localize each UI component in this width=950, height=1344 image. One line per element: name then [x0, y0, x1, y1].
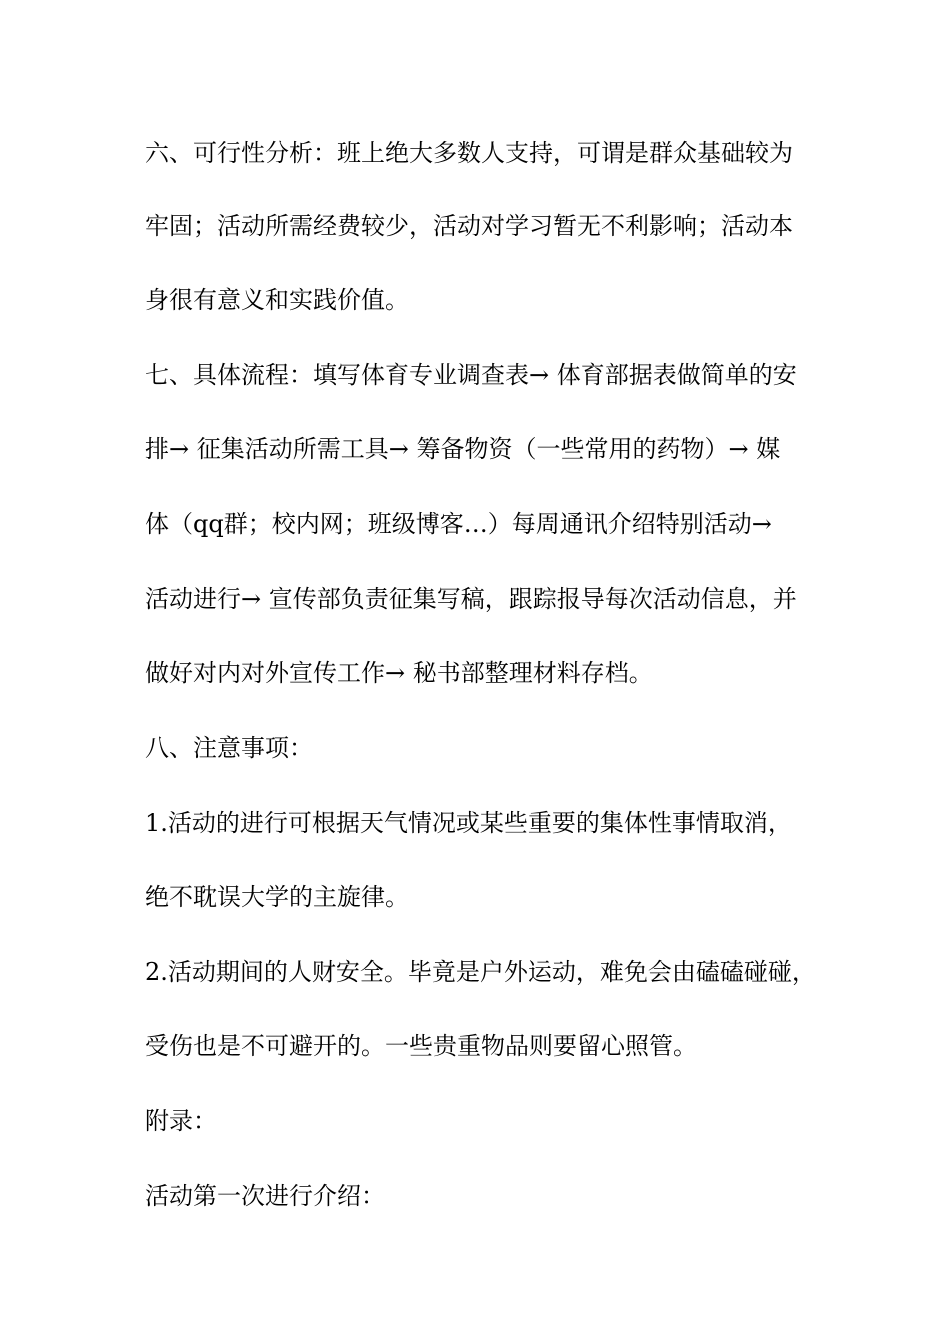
text-line: 受伤也是不可避开的。一些贵重物品则要留心照管。	[145, 1032, 697, 1060]
section-heading: 八、注意事项：	[145, 734, 313, 762]
text-line: 身很有意义和实践价值。	[145, 286, 409, 314]
text-line: 六、可行性分析：班上绝大多数人支持，可谓是群众基础较为	[145, 139, 793, 167]
text-line: 绝不耽误大学的主旋律。	[145, 883, 409, 911]
text-line: 七、具体流程：填写体育专业调查表→ 体育部据表做简单的安	[145, 361, 797, 389]
text-line: 活动第一次进行介绍：	[145, 1182, 385, 1210]
text-line: 1.活动的进行可根据天气情况或某些重要的集体性事情取消，	[145, 809, 792, 837]
text-line: 活动进行→ 宣传部负责征集写稿，跟踪报导每次活动信息，并	[145, 585, 797, 613]
text-line: 做好对内对外宣传工作→ 秘书部整理材料存档。	[145, 659, 653, 687]
text-line: 排→ 征集活动所需工具→ 筹备物资（一些常用的药物）→ 媒	[145, 435, 781, 463]
text-line: 牢固；活动所需经费较少，活动对学习暂无不利影响；活动本	[145, 212, 793, 240]
text-line: 2.活动期间的人财安全。毕竟是户外运动，难免会由磕磕碰碰，	[145, 958, 816, 986]
text-line: 体（qq群；校内网；班级博客…）每周通讯介绍特别活动→	[145, 510, 772, 538]
section-heading: 附录：	[145, 1107, 217, 1135]
